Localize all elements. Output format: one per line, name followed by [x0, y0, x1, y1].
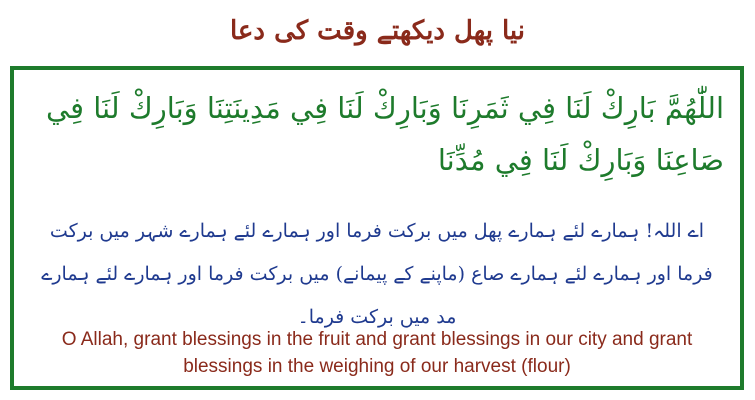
arabic-dua-text: اللّٰھُمَّ بَارِكْ لَنَا فِي ثَمَرِنَا وَبَارِكْ لَنَا فِي مَدِينَتِنَا وَبَارِكْ لَنَا فِي صَاعِنَا وَبَارِكْ لَنَا فِي مُدِّنَا: [45, 91, 724, 177]
dua-box: [10, 66, 744, 390]
page-title: نیا پھل دیکھتے وقت کی دعا: [230, 16, 525, 46]
urdu-translation-text: اے اللہ! ہمارے لئے ہمارے پھل میں برکت فرما اور ہمارے لئے ہمارے شہر میں برکت فرما اور ہمارے لئے ہمارے صاع (ماپنے کے پیمانے) میں برکت فرما اور ہمارے لئے ہمارے مد میں برکت فرما۔: [41, 220, 713, 328]
english-translation-text: O Allah, grant blessings in the fruit and grant blessings in our city and grant blessings in the weighing of our harvest (flour): [61, 329, 693, 377]
